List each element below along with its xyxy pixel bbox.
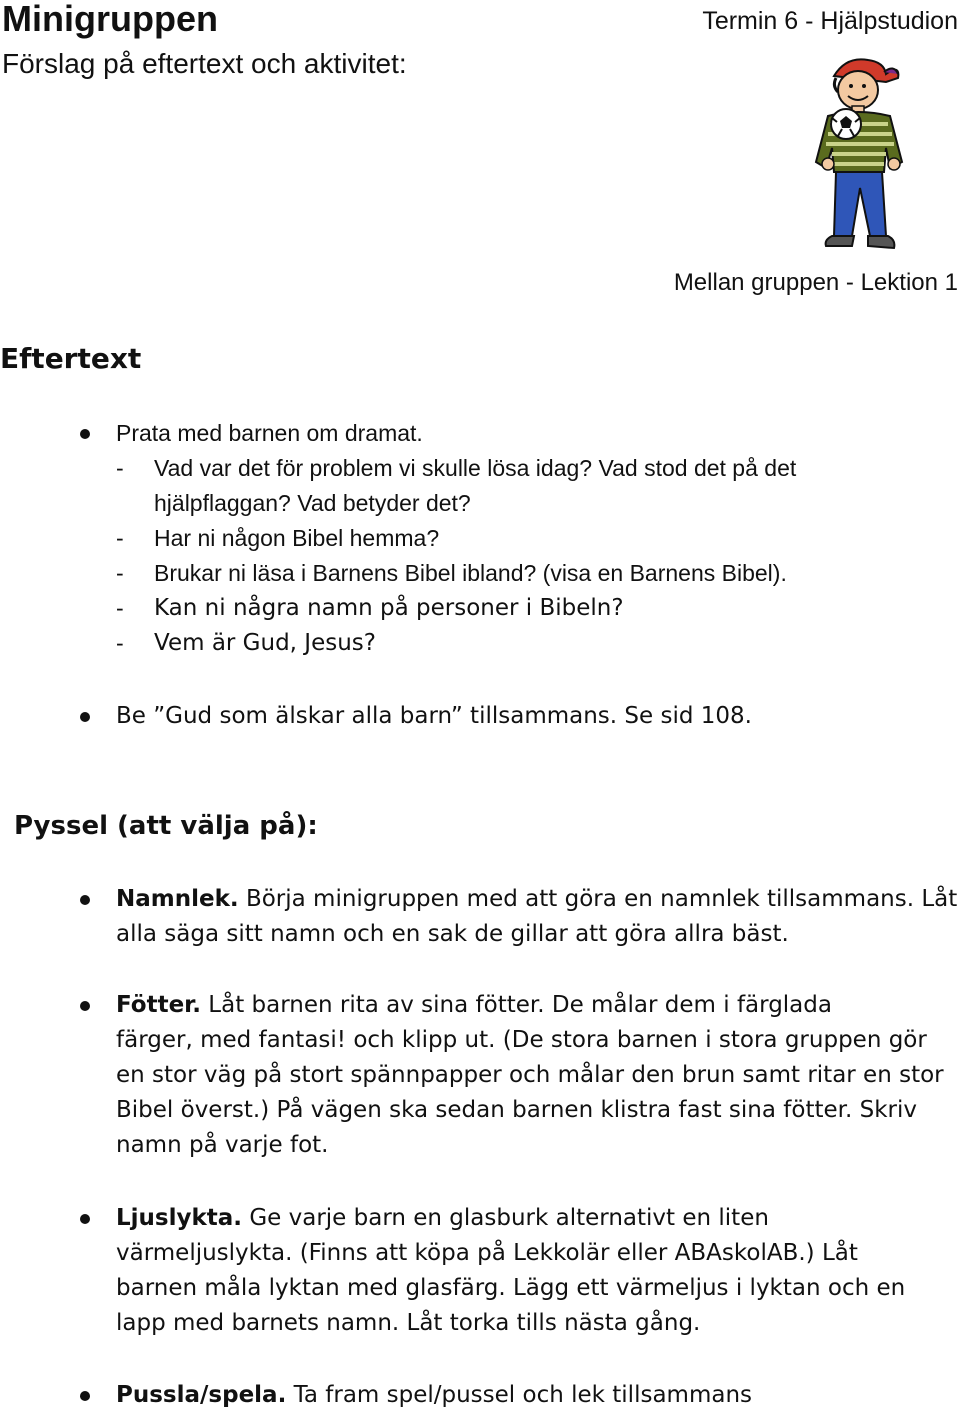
term-label: Termin 6 - Hjälpstudion: [702, 7, 958, 35]
dash-marker: -: [116, 455, 124, 481]
activity-text: Börja minigruppen med att göra en namnlek tillsammans. Låt: [238, 886, 958, 912]
question-item: Kan ni några namn på personer i Bibeln?: [154, 595, 624, 621]
activity-namnlek: [116, 882, 957, 917]
dash-marker: -: [116, 560, 124, 586]
prayer-instruction: Be ”Gud som älskar alla barn” tillsammans. Se sid 108.: [116, 703, 752, 729]
activity-text: alla säga sitt namn och en sak de gillar att göra allra bäst.: [116, 921, 789, 947]
activity-text: Ta fram spel/pussel och lek tillsammans: [286, 1382, 753, 1408]
activity-text: Ge varje barn en glasburk alternativt en liten: [242, 1205, 769, 1231]
eftertext-heading: Eftertext: [0, 342, 142, 375]
activity-fotter: [116, 988, 832, 1023]
bullet-icon: [80, 895, 90, 905]
activity-title: Fötter.: [116, 992, 201, 1018]
activity-text: barnen måla lyktan med glasfärg. Lägg ett värmeljus i lyktan och en: [116, 1275, 906, 1301]
bullet-icon: [80, 1391, 90, 1401]
dash-marker: -: [116, 630, 124, 656]
bullet-icon: [80, 429, 90, 439]
group-lesson-label: Mellan gruppen - Lektion 1: [673, 269, 958, 296]
question-item: Vad var det för problem vi skulle lösa idag? Vad stod det på det: [154, 455, 797, 481]
activity-title: Pussla/spela.: [116, 1382, 287, 1408]
question-item: Har ni någon Bibel hemma?: [154, 525, 440, 551]
activity-ljuslykta: [116, 1201, 769, 1236]
activity-title: Namnlek.: [116, 886, 239, 912]
talk-intro: Prata med barnen om dramat.: [116, 420, 423, 446]
question-item: Vem är Gud, Jesus?: [154, 630, 376, 656]
dash-marker: -: [116, 595, 124, 621]
activity-text: värmeljuslykta. (Finns att köpa på Lekkolär eller ABAskolAB.) Låt: [116, 1240, 858, 1266]
document-subtitle: Förslag på eftertext och aktivitet:: [2, 48, 407, 79]
document-title: Minigruppen: [2, 0, 218, 39]
activity-text: färger, med fantasi! och klipp ut. (De stora barnen i stora gruppen gör: [116, 1027, 927, 1053]
activity-text: Låt barnen rita av sina fötter. De målar dem i färglada: [200, 992, 832, 1018]
activity-text: Bibel överst.) På vägen ska sedan barnen klistra fast sina fötter. Skriv: [116, 1097, 917, 1123]
question-item: Brukar ni läsa i Barnens Bibel ibland? (visa en Barnens Bibel).: [154, 560, 787, 586]
bullet-icon: [80, 1001, 90, 1011]
boy-with-football-icon: [806, 52, 914, 252]
bullet-icon: [80, 712, 90, 722]
dash-marker: -: [116, 525, 124, 551]
pyssel-heading: Pyssel (att välja på):: [14, 811, 318, 841]
activity-pussla: [116, 1378, 752, 1413]
activity-text: lapp med barnets namn. Låt torka tills nästa gång.: [116, 1310, 701, 1336]
activity-text: namn på varje fot.: [116, 1132, 329, 1158]
question-item: hjälpflaggan? Vad betyder det?: [154, 490, 471, 516]
activity-text: en stor väg på stort spännpapper och målar den brun samt ritar en stor: [116, 1062, 944, 1088]
activity-title: Ljuslykta.: [116, 1205, 243, 1231]
bullet-icon: [80, 1214, 90, 1224]
